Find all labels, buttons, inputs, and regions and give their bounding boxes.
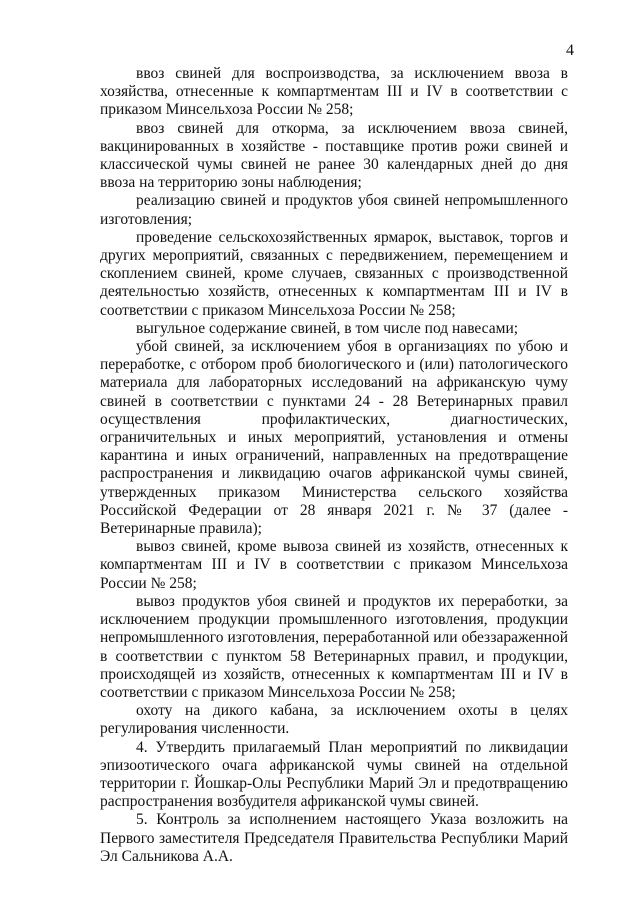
paragraph-item-4: 4. Утвердить прилагаемый План мероприятий по ликвидации эпизоотического очага африканской чумы свиней на отдельной территории г. Йошкар-Олы Республики Марий Эл и предотвращению распространения возбудителя африканской чумы свиней.: [100, 738, 568, 811]
paragraph-import-fattening: ввоз свиней для откорма, за исключением ввоза свиней, вакцинированных в хозяйстве - поставщике против рожи свиней и классической чумы свиней не ранее 30 календарных дней до дня ввоза на территорию зоны наблюдения;: [100, 119, 568, 192]
paragraph-slaughter: убой свиней, за исключением убоя в организациях по убою и переработке, с отбором проб биологического и (или) патологического материала для лабораторных исследований на африканскую чуму свиней в соответствии с пунктами 24 - 28 Ветеринарных правил осуществления профилактических, диагностических, ограничительных и иных мероприятий, установления и отмены карантина и иных ограничений, направленных на предотвращение распространения и ликвидацию очагов африканской чумы свиней, утвержденных приказом Министерства сельского хозяйства Российской Федерации от 28 января 2021 г. № 37 (далее - Ветеринарные правила);: [100, 338, 568, 538]
paragraph-free-range: выгульное содержание свиней, в том числе под навесами;: [136, 319, 519, 337]
document-body: [100, 65, 568, 866]
paragraph-item-5: 5. Контроль за исполнением настоящего Указа возложить на Первого заместителя Председателя Правительства Республики Марий Эл Сальникова А.А.: [100, 811, 568, 865]
paragraph-export-products: вывоз продуктов убоя свиней и продуктов их переработки, за исключением продукции промышленного изготовления, продукции непромышленного изготовления, переработанной или обеззараженной в соответствии с пунктом 58 Ветеринарных правил, и продукции, происходящей из хозяйств, отнесенных к компартментам III и IV в соответствии с приказом Минсельхоза России № 258;: [100, 592, 568, 701]
page-number: 4: [566, 42, 574, 59]
paragraph-sale-products: реализацию свиней и продуктов убоя свиней непромышленного изготовления;: [100, 192, 568, 228]
paragraph-fairs-exhibitions: проведение сельскохозяйственных ярмарок, выставок, торгов и других мероприятий, связанных с передвижением, перемещением и скоплением свиней, кроме случаев, связанных с производственной деятельностью хозяйств, отнесенных к компартментам III и IV в соответствии с приказом Минсельхоза России № 258;: [100, 228, 568, 319]
paragraph-export-pigs: вывоз свиней, кроме вывоза свиней из хозяйств, отнесенных к компартментам III и IV в соответствии с приказом Минсельхоза России № 258;: [100, 538, 568, 592]
paragraph-boar-hunting: охоту на дикого кабана, за исключением охоты в целях регулирования численности.: [100, 702, 568, 738]
paragraph-import-breeding: ввоз свиней для воспроизводства, за исключением ввоза в хозяйства, отнесенные к компартментам III и IV в соответствии с приказом Минсельхоза России № 258;: [100, 65, 568, 119]
